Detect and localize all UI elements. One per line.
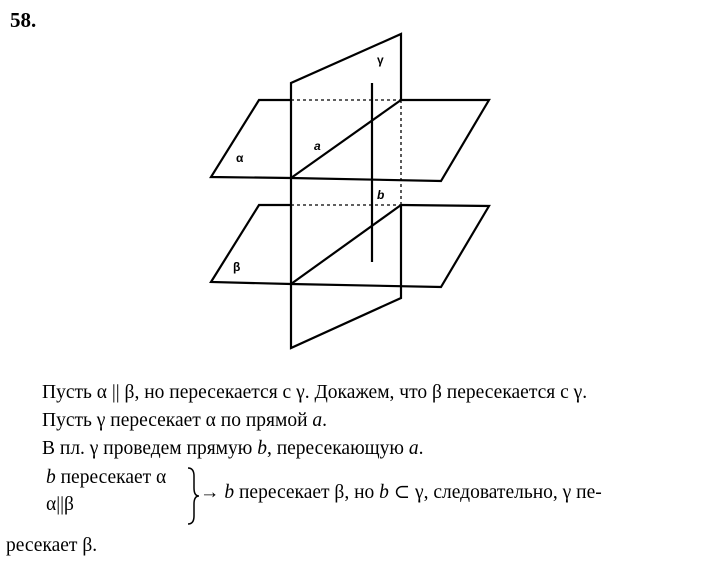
var-a: a <box>312 410 323 431</box>
right-brace-icon <box>186 466 200 526</box>
line-a <box>291 100 401 178</box>
conclusion-text-1: пересекает β, но <box>234 482 380 503</box>
plane-beta <box>211 205 291 284</box>
text-line-2-pre: Пусть γ пересекает α по прямой <box>42 410 313 431</box>
plane-gamma <box>291 34 401 180</box>
var-b: b <box>379 482 389 503</box>
label-beta: β <box>233 260 241 274</box>
text-line-2 <box>42 410 327 432</box>
var-b: b <box>46 467 56 488</box>
system-row-1-text: пересекает α <box>55 467 167 488</box>
conclusion-line <box>200 480 602 504</box>
label-alpha: α <box>236 151 244 165</box>
system-row-2: α||β <box>46 494 74 515</box>
plane-beta-right <box>291 205 489 287</box>
text-line-3-mid: , пересекающую <box>266 438 409 459</box>
text-last-line: ресекает β. <box>6 535 98 556</box>
label-line-a: a <box>314 139 321 153</box>
line-beta-intersection <box>291 205 401 284</box>
implies-arrow: → <box>200 482 225 503</box>
plane-gamma-lower <box>291 205 401 348</box>
var-b: b <box>224 482 235 503</box>
var-b: b <box>257 438 267 459</box>
plane-alpha <box>211 100 291 178</box>
text-line-1: Пусть α || β, но пересекается с γ. Докажем, что β пересекается с γ. <box>42 382 588 403</box>
conclusion-text-2: ⊂ γ, следовательно, γ пе- <box>388 482 602 503</box>
problem-number: 58. <box>10 8 37 32</box>
plane-alpha-right <box>291 100 489 181</box>
text-line-3-pre: В пл. γ проведем прямую <box>42 438 258 459</box>
text-line-3 <box>42 438 423 460</box>
label-gamma: γ <box>377 53 384 67</box>
text-line-2-post: . <box>322 410 328 431</box>
label-line-b: b <box>377 188 385 202</box>
system-row-1 <box>46 467 166 489</box>
var-a: a <box>408 438 419 459</box>
text-line-3-post: . <box>418 438 424 459</box>
